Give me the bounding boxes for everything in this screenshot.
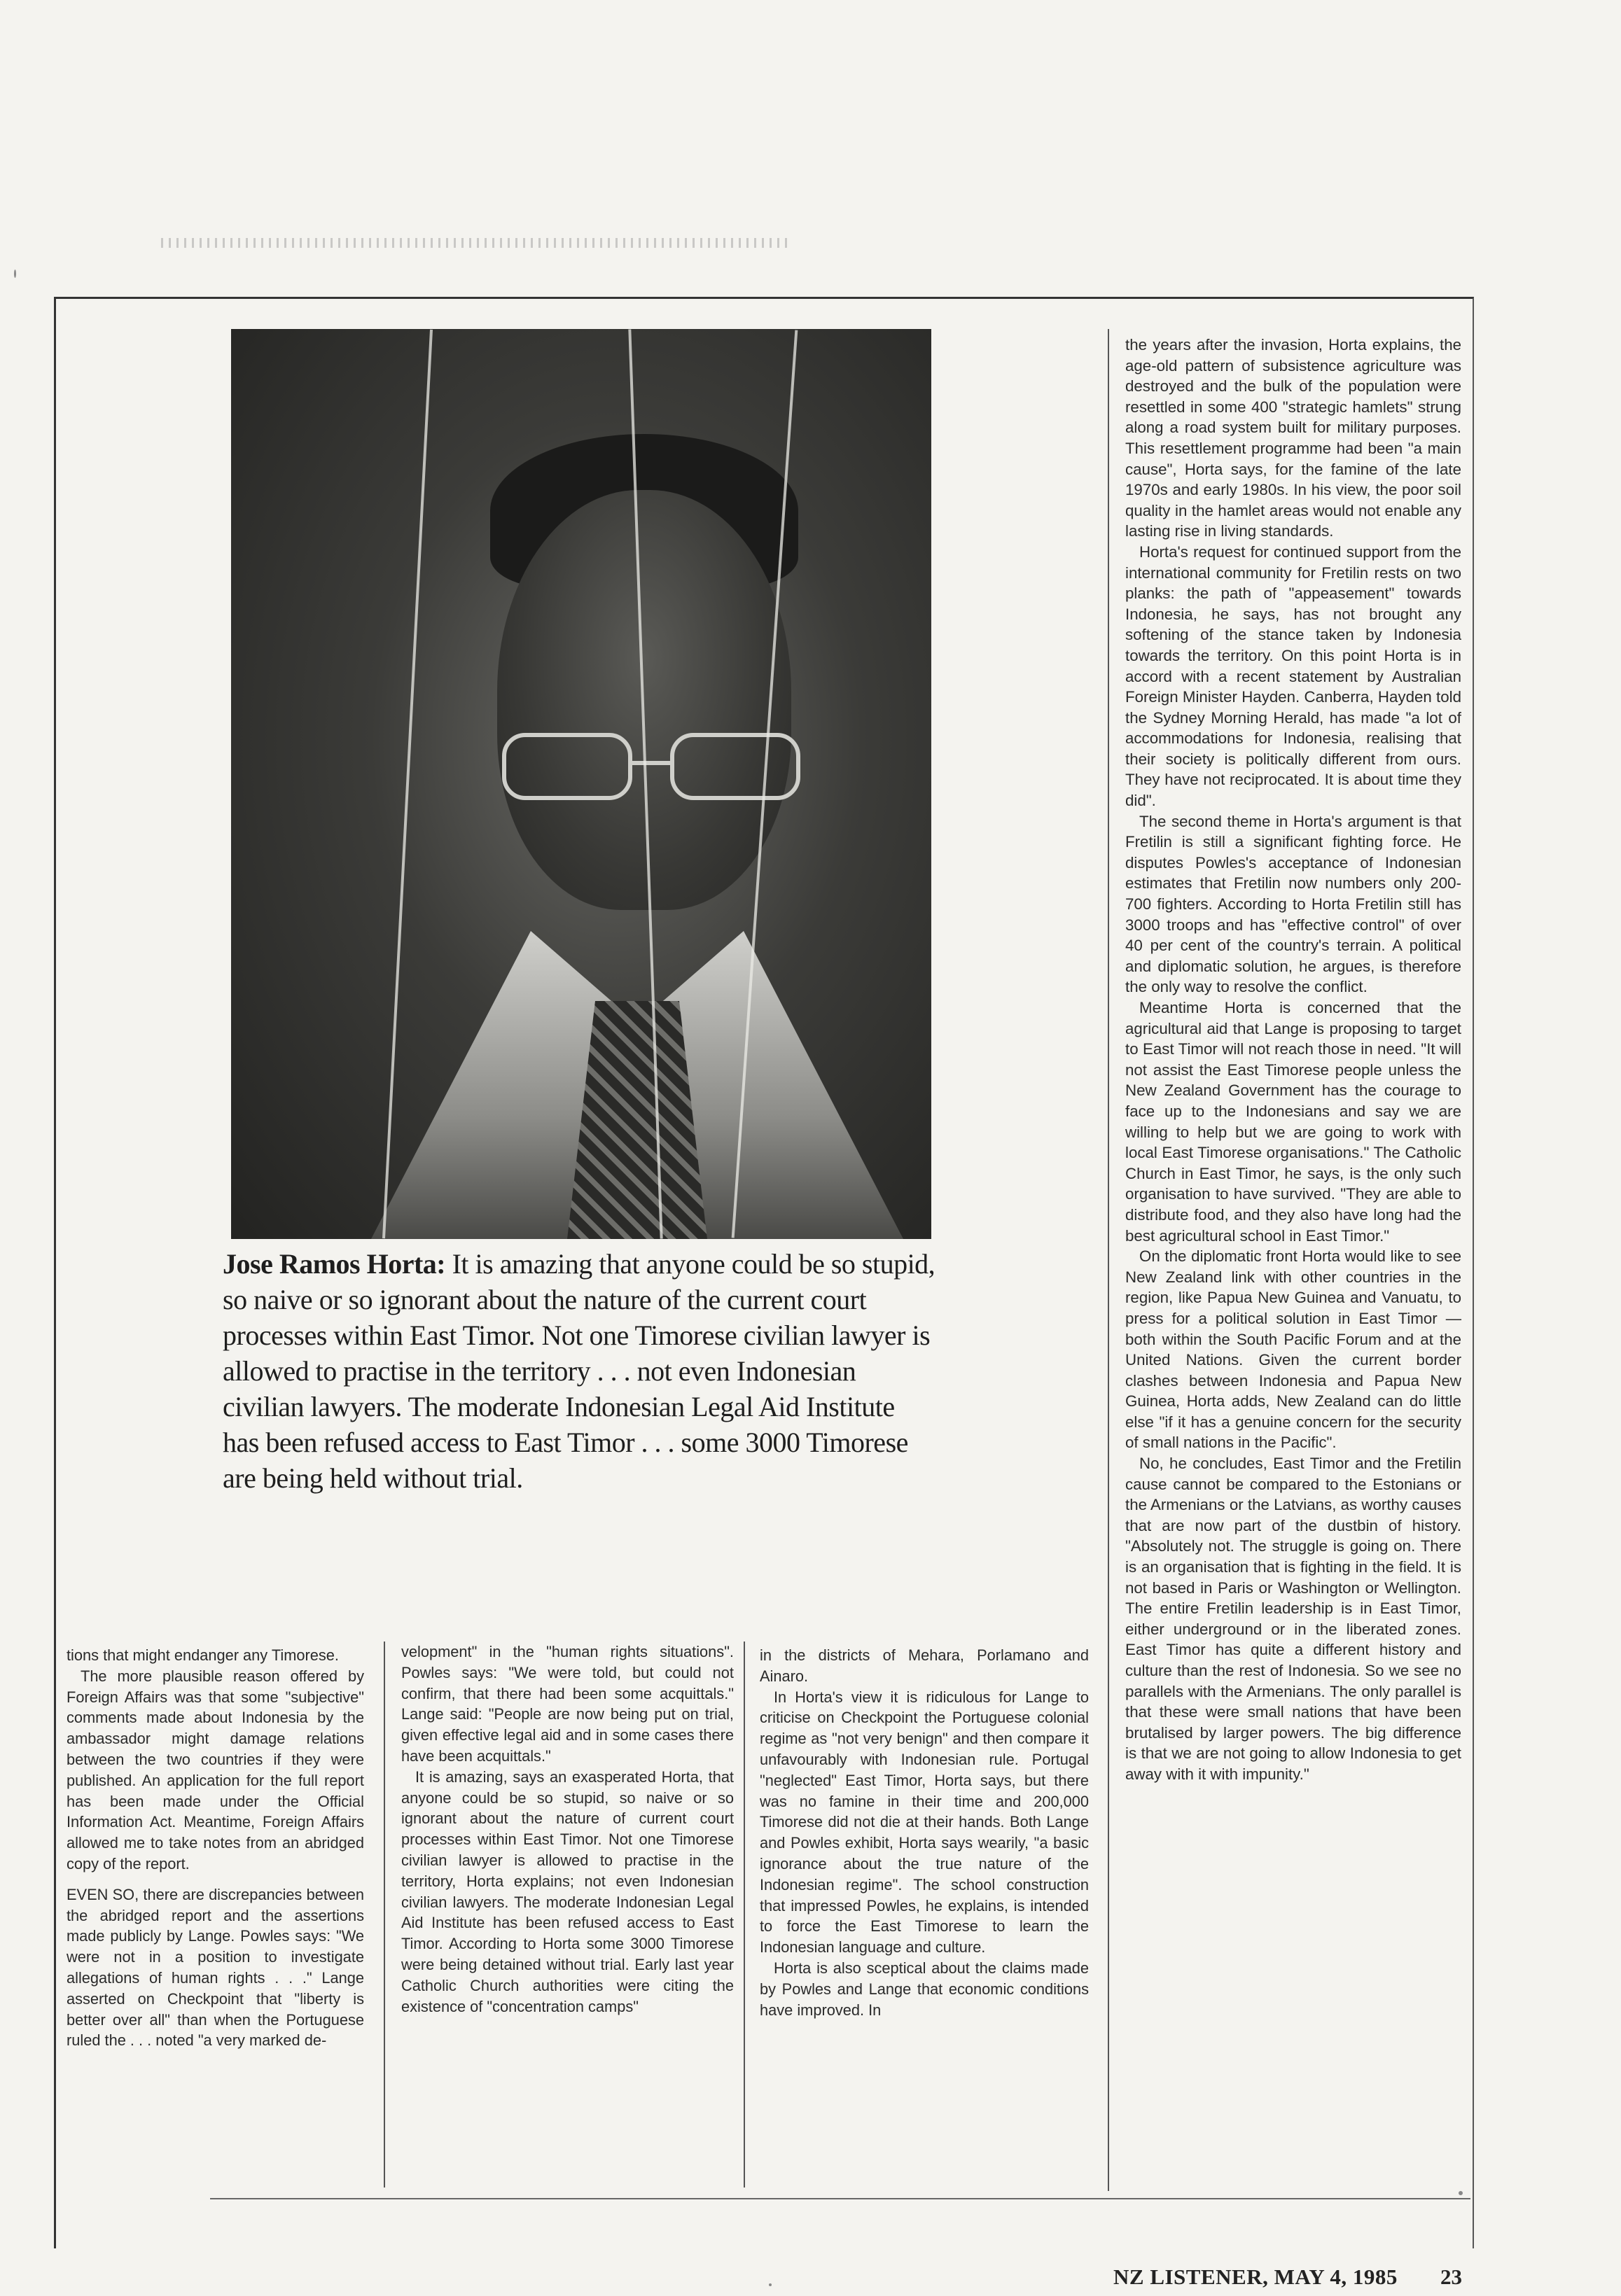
scan-speck bbox=[1459, 2191, 1463, 2195]
paragraph: velopment" in the "human rights situations". Powles says: "We were told, but could not confirm, that there had been some acquittals." Lange said: "People are now being put on trial, given effective legal aid and in some cases there have been acquittals." bbox=[401, 1643, 734, 1765]
paragraph: tions that might endanger any Timorese. bbox=[67, 1646, 339, 1664]
column-right bbox=[1125, 335, 1461, 1785]
bottom-rule bbox=[210, 2198, 1470, 2199]
photo-face bbox=[497, 490, 791, 910]
photo-crease bbox=[382, 330, 433, 1238]
column-2 bbox=[401, 1642, 734, 2017]
caption-name: Jose Ramos Horta: bbox=[223, 1248, 446, 1280]
photo-caption bbox=[223, 1246, 937, 1496]
paragraph: in the districts of Mehara, Porlamano and Ainaro. bbox=[760, 1646, 1089, 1685]
paragraph: The more plausible reason offered by Foreign Affairs was that some "subjective" comments made about Indonesia by the ambassador might damage relations between the two countries if they were published. An application for the full report has been made under the Official Information Act. Meantime, Foreign Affairs allowed me to take notes from an abridged copy of the report. bbox=[67, 1667, 364, 1872]
paragraph: It is amazing, says an exasperated Horta, that anyone could be so stupid, so naive or so ignorant about the nature of current court processes within East Timor. Not one Timorese civilian lawyer is allowed to practise in the territory, Horta explains; not even Indonesian civilian lawyers. The moderate Indonesian Legal Aid Institute has been refused access to East Timor. According to Horta some 3000 Timorese were being detained without trial. Early last year Catholic Church authorities were citing the existence of "concentration camps" bbox=[401, 1768, 734, 2015]
scan-speck bbox=[14, 270, 16, 278]
paragraph: Horta is also sceptical about the claims made by Powles and Lange that economic conditions have improved. In bbox=[760, 1959, 1089, 2019]
paragraph: Horta's request for continued support from the international community for Fretilin rests on two planks: the path of "appeasement" towards Indonesia, he says, has not brought any softening of the stance taken by Indonesia towards the territory. On this point Horta is in accord with a recent statement by Australian Foreign Minister Hayden. Canberra, Hayden told the Sydney Morning Herald, has made "a lot of accommodations for Indonesia, realising that their society is politically different from ours. They have not reciprocated. It is about time they did". bbox=[1125, 542, 1461, 810]
column-3 bbox=[760, 1645, 1089, 2020]
scan-noise bbox=[161, 238, 791, 248]
portrait-photo bbox=[231, 329, 931, 1239]
paragraph: The second theme in Horta's argument is that Fretilin is still a significant fighting force. He disputes Powles's acceptance of Indonesian estimates that Fretilin now numbers only 200-700 fighters. According to Horta Fretilin still has 3000 troops and has "effective control" of over 40 per cent of the country's terrain. A political and diplomatic solution, he argues, is therefore the only way to resolve the conflict. bbox=[1125, 812, 1461, 996]
column-rule bbox=[744, 1642, 745, 2188]
paragraph: In Horta's view it is ridiculous for Lange to criticise on Checkpoint the Portuguese colonial regime as "not very benign" and then compare it unfavourably with Indonesian rule. Portugal "neglected" East Timor, Horta says, but there was no famine in their time and 200,000 Timorese did not die at their hands. Both Lange and Powles exhibit, Horta says wearily, "a basic ignorance about the true nature of the Indonesian regime". The school construction that impressed Powles, he explains, is intended to force the East Timorese to learn the Indonesian language and culture. bbox=[760, 1688, 1089, 1956]
paragraph: On the diplomatic front Horta would like to see New Zealand link with other countries in the region, like Papua New Guinea and Vanuatu, to press for a political solution in East Timor — both within the South Pacific Forum and at the United Nations. Given the current border clashes between Indonesia and Papua New Guinea, Horta adds, New Zealand can do little else "if it has a genuine concern for the security of small nations in the Pacific". bbox=[1125, 1247, 1461, 1452]
paragraph: Meantime Horta is concerned that the agricultural aid that Lange is proposing to target to East Timor will not reach those in need. "It will not assist the East Timorese people unless the New Zealand Government has the courage to face up to the Indonesians and say we are willing to help but we are going to work with local East Timorese organisations." The Catholic Church in East Timor, he says, is the only such organisation to have survived. "They are able to distribute food, and they also have long had the best agricultural school in East Timor." bbox=[1125, 999, 1461, 1245]
paragraph: No, he concludes, East Timor and the Fretilin cause cannot be compared to the Estonians or the Armenians or the Latvians, as worthy causes that are now part of the dustbin of history. "Absolutely not. The struggle is going on. There is an organisation that is fighting in the field. It is not based in Paris or Washington or Wellington. The entire Fretilin leadership is in East Timor, either underground or in the liberated zones. East Timor has quite a different history and culture than the rest of Indonesia. So we see no parallels with the Armenians. The only parallel is that these were small nations that have been brutalised by larger powers. The big difference is that we are not going to allow Indonesia to get away with it with impunity." bbox=[1125, 1455, 1461, 1783]
column-rule bbox=[384, 1642, 385, 2188]
publication-footer: NZ LISTENER, MAY 4, 1985 bbox=[1113, 2264, 1398, 2289]
column-rule bbox=[1108, 329, 1109, 2191]
paragraph: EVEN SO, there are discrepancies between the abridged report and the assertions made publicly by Lange. Powles says: "We were not in a position to investigate allegations of human rights . . ." Lange asserted on Checkpoint that "liberty is better over all" than when the Portuguese ruled the . . . noted "a very marked de- bbox=[67, 1885, 364, 2050]
page-number: 23 bbox=[1440, 2264, 1462, 2289]
column-1 bbox=[67, 1645, 364, 2051]
scan-speck bbox=[769, 2283, 772, 2286]
paragraph: the years after the invasion, Horta explains, the age-old pattern of subsistence agriculture was destroyed and the bulk of the population were resettled in some 400 "strategic hamlets" strung along a road system built for military purposes. This resettlement programme had been "a main cause", Horta says, for the famine of the late 1970s and early 1980s. In his view, the poor soil quality in the hamlet areas would not enable any lasting rise in living standards. bbox=[1125, 336, 1461, 540]
caption-text: It is amazing that anyone could be so stupid, so naive or so ignorant about the nature of the current court processes within East Timor. Not one Timorese civilian lawyer is allowed to practise in the territory . . . not even Indonesian civilian lawyers. The moderate Indonesian Legal Aid Institute has been refused access to East Timor . . . some 3000 Timorese are being held without trial. bbox=[223, 1248, 935, 1494]
